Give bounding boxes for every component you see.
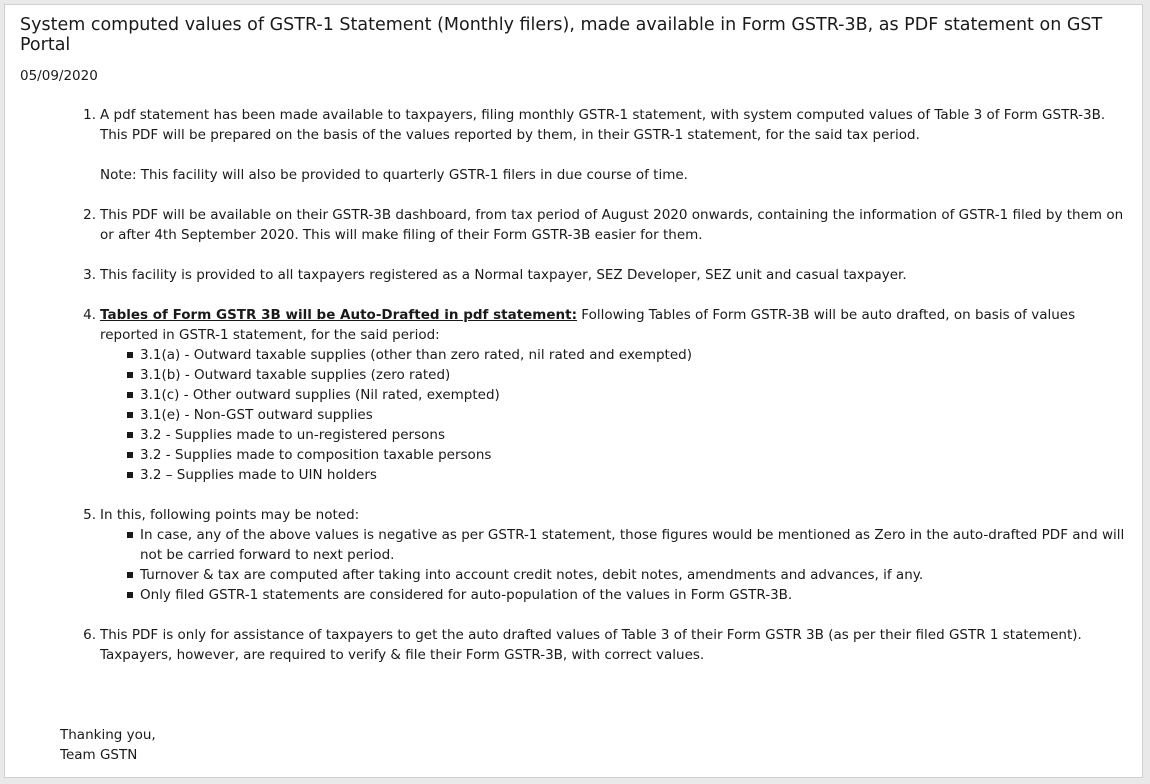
list-item-text: Only filed GSTR-1 statements are considered for auto-population of the values in Form GSTR-3B. — [140, 587, 793, 603]
list-item — [100, 565, 1125, 585]
list-item-text: 3.2 – Supplies made to UIN holders — [140, 467, 377, 483]
square-bullet-icon — [127, 372, 133, 378]
list-item-text: In case, any of the above values is negative as per GSTR-1 statement, those figures would be mentioned as Zero in the auto-drafted PDF and will not be carried forward to next period. — [140, 527, 1125, 563]
list-item — [100, 425, 1125, 445]
list-item-text: 3.1(c) - Other outward supplies (Nil rated, exempted) — [140, 387, 500, 403]
square-bullet-icon — [127, 532, 133, 538]
square-bullet-icon — [127, 392, 133, 398]
list-item-text: 3.1(e) - Non-GST outward supplies — [140, 407, 373, 423]
point-number: 4. — [83, 307, 96, 323]
point-text: This PDF will be available on their GSTR-3B dashboard, from tax period of August 2020 onwards, containing the information of GSTR-1 filed by them on or after 4th September 2020. This will make filing of their Form GSTR-3B easier for them. — [100, 207, 1124, 243]
list-item-text: 3.2 - Supplies made to un-registered persons — [140, 427, 445, 443]
square-bullet-icon — [127, 572, 133, 578]
square-bullet-icon — [127, 412, 133, 418]
point-number: 5. — [83, 507, 96, 523]
point-heading: Tables of Form GSTR 3B will be Auto-Drafted in pdf statement: — [100, 307, 577, 323]
list-item — [100, 365, 1125, 385]
tables-list — [100, 345, 1125, 485]
list-item — [100, 585, 1125, 605]
list-item — [100, 445, 1125, 465]
point-5 — [83, 505, 1125, 605]
point-2 — [83, 205, 1125, 245]
square-bullet-icon — [127, 472, 133, 478]
point-4 — [83, 305, 1125, 485]
point-1 — [83, 105, 1125, 185]
point-text: This facility is provided to all taxpayers registered as a Normal taxpayer, SEZ Developer, SEZ unit and casual taxpayer. — [100, 267, 907, 283]
point-text: A pdf statement has been made available to taxpayers, filing monthly GSTR-1 statement, with system computed values of Table 3 of Form GSTR-3B. This PDF will be prepared on the basis of the values reported by them, in their GSTR-1 statement, for the said tax period. — [100, 107, 1106, 143]
signoff-greeting: Thanking you, — [60, 727, 156, 743]
point-number: 1. — [83, 107, 96, 123]
list-item — [100, 385, 1125, 405]
square-bullet-icon — [127, 352, 133, 358]
publish-date: 05/09/2020 — [20, 68, 98, 84]
list-item — [100, 405, 1125, 425]
list-item-text: 3.1(b) - Outward taxable supplies (zero rated) — [140, 367, 451, 383]
point-number: 2. — [83, 207, 96, 223]
page-title: System computed values of GSTR-1 Statement (Monthly filers), made available in Form GSTR-3B, as PDF statement on GST Portal — [20, 15, 1103, 55]
list-item-text: 3.1(a) - Outward taxable supplies (other than zero rated, nil rated and exempted) — [140, 347, 692, 363]
point-number: 3. — [83, 267, 96, 283]
list-item — [100, 345, 1125, 365]
signoff-team: Team GSTN — [60, 747, 138, 763]
point-text: This PDF is only for assistance of taxpayers to get the auto drafted values of Table 3 of their Form GSTR 3B (as per their filed GSTR 1 statement). Taxpayers, however, are required to verify & file their Form GSTR-3B, with correct values. — [100, 627, 1082, 663]
advisory-panel — [4, 4, 1143, 778]
square-bullet-icon — [127, 432, 133, 438]
list-item — [100, 525, 1125, 565]
point-6 — [83, 625, 1125, 665]
square-bullet-icon — [127, 452, 133, 458]
point-number: 6. — [83, 627, 96, 643]
notes-list — [100, 525, 1125, 605]
signoff — [60, 725, 156, 765]
point-text: In this, following points may be noted: — [100, 507, 360, 523]
list-item — [100, 465, 1125, 485]
points-list — [83, 105, 1125, 665]
list-item-text: Turnover & tax are computed after taking into account credit notes, debit notes, amendments and advances, if any. — [140, 567, 924, 583]
list-item-text: 3.2 - Supplies made to composition taxable persons — [140, 447, 492, 463]
advisory-content — [83, 105, 1125, 685]
point-3 — [83, 265, 1125, 285]
point-note: Note: This facility will also be provided to quarterly GSTR-1 filers in due course of time. — [100, 167, 688, 183]
square-bullet-icon — [127, 592, 133, 598]
point-text: Following Tables of Form GSTR-3B will be auto drafted, on basis of values reported in GSTR-1 statement, for the said period: — [100, 307, 1076, 343]
